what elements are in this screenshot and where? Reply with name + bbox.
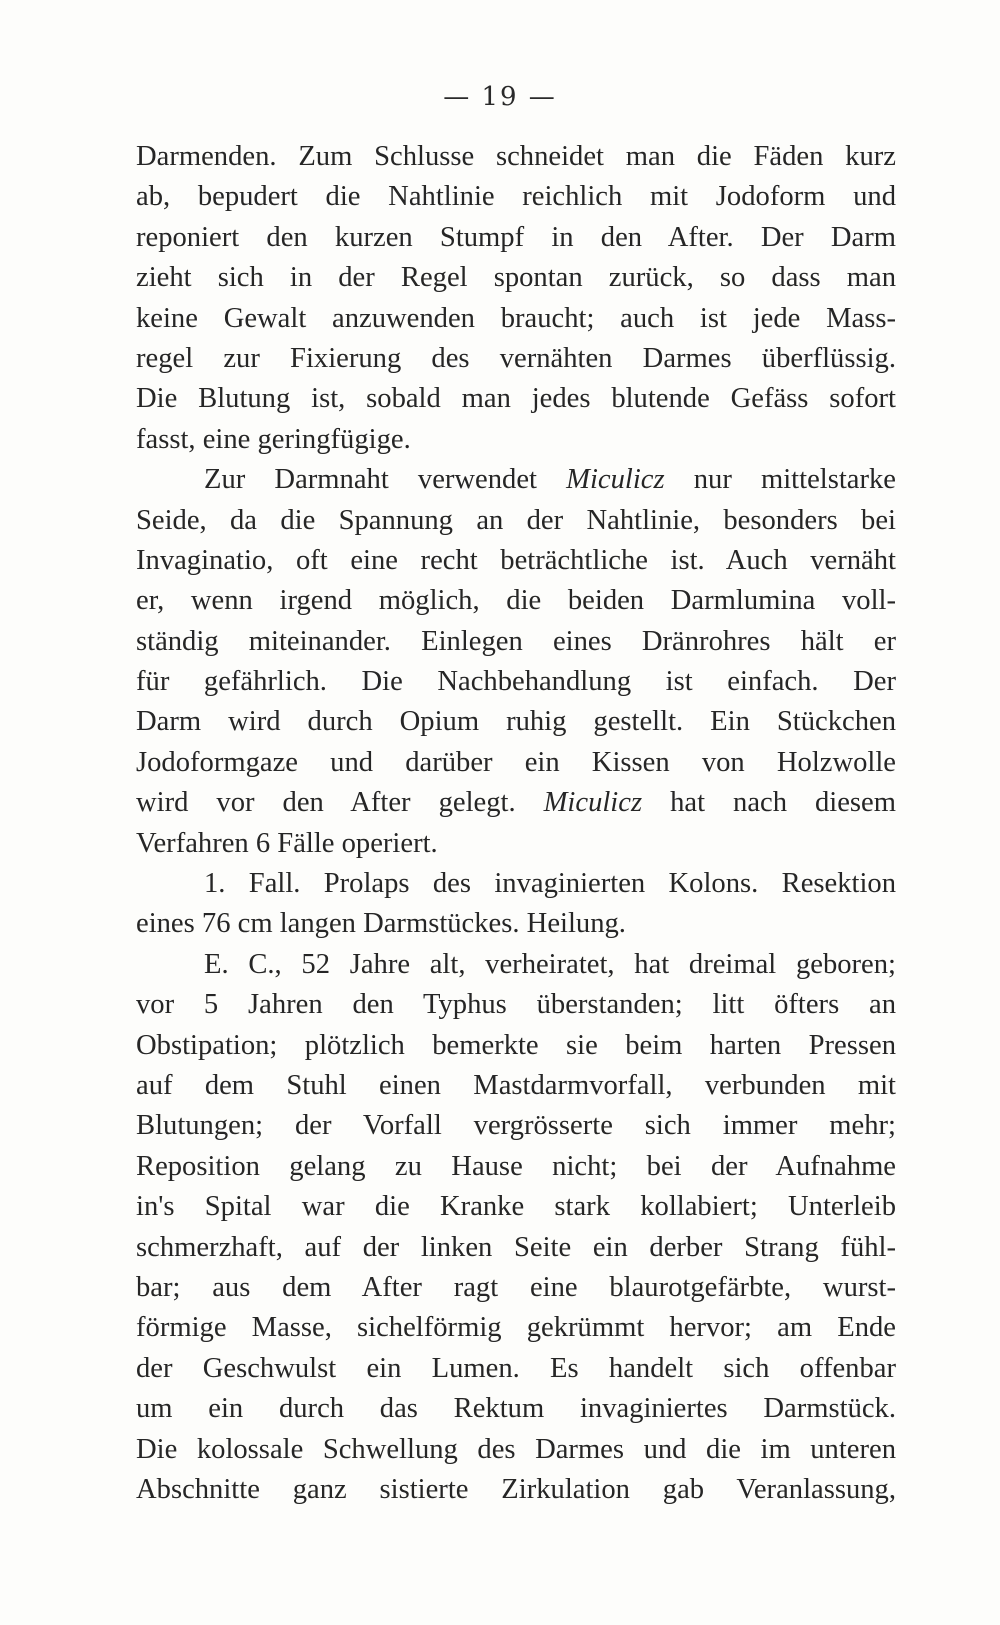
text-line: förmige Masse, sichelförmig gekrümmt hervor; am Ende — [136, 1312, 896, 1344]
text-line: er, wenn irgend möglich, die beiden Darmlumina voll- — [136, 585, 896, 617]
text-line: Obstipation; plötzlich bemerkte sie beim harten Pressen — [136, 1029, 896, 1061]
text-fragment: wird vor den After gelegt. — [136, 787, 544, 819]
text-line: Verfahren 6 Fälle operiert. — [136, 827, 438, 859]
body-text — [136, 137, 896, 1510]
text-line: ab, bepudert die Nahtlinie reichlich mit Jodoform und — [136, 181, 896, 213]
text-line: Die kolossale Schwellung des Darmes und die im unteren — [136, 1433, 896, 1465]
text-line: Reposition gelang zu Hause nicht; bei der Aufnahme — [136, 1150, 896, 1182]
text-line: bar; aus dem After ragt eine blaurotgefärbte, wurst- — [136, 1271, 896, 1303]
text-fragment: nur mittelstarke — [664, 464, 896, 496]
text-line: in's Spital war die Kranke stark kollabiert; Unterleib — [136, 1191, 896, 1223]
text-line: eines 76 cm langen Darmstückes. Heilung. — [136, 908, 626, 940]
text-fragment: hat nach diesem — [642, 787, 896, 819]
author-name-italic: Miculicz — [543, 787, 643, 819]
text-line: zieht sich in der Regel spontan zurück, so dass man — [136, 262, 896, 294]
text-line: auf dem Stuhl einen Mastdarmvorfall, verbunden mit — [136, 1069, 896, 1101]
text-line: fasst, eine geringfügige. — [136, 423, 411, 455]
text-line: Invaginatio, oft eine recht beträchtliche ist. Auch vernäht — [136, 544, 896, 576]
text-line — [136, 460, 896, 500]
text-line: Die Blutung ist, sobald man jedes blutende Gefäss sofort — [136, 383, 896, 415]
text-line: um ein durch das Rektum invaginiertes Darmstück. — [136, 1393, 896, 1425]
author-name-italic: Miculicz — [566, 464, 665, 496]
text-line: Jodoformgaze und darüber ein Kissen von Holzwolle — [136, 746, 896, 778]
text-line: Blutungen; der Vorfall vergrösserte sich immer mehr; — [136, 1110, 896, 1142]
text-line: Abschnitte ganz sistierte Zirkulation gab Veranlassung, — [136, 1473, 896, 1505]
text-line: Seide, da die Spannung an der Nahtlinie, besonders bei — [136, 504, 896, 536]
text-line: für gefährlich. Die Nachbehandlung ist einfach. Der — [136, 666, 896, 698]
text-line: vor 5 Jahren den Typhus überstanden; litt öfters an — [136, 989, 896, 1021]
text-line: der Geschwulst ein Lumen. Es handelt sich offenbar — [136, 1352, 896, 1384]
text-line — [136, 783, 896, 823]
text-line: reponiert den kurzen Stumpf in den After. Der Darm — [136, 221, 896, 253]
text-line: Darm wird durch Opium ruhig gestellt. Ein Stückchen — [136, 706, 896, 738]
text-line: schmerzhaft, auf der linken Seite ein derber Strang fühl- — [136, 1231, 896, 1263]
text-line: E. C., 52 Jahre alt, verheiratet, hat dreimal geboren; — [204, 948, 896, 980]
text-line: Darmenden. Zum Schlusse schneidet man die Fäden kurz — [136, 141, 896, 172]
text-line: regel zur Fixierung des vernähten Darmes überflüssig. — [136, 342, 896, 374]
text-fragment: Zur Darmnaht verwendet — [204, 464, 567, 496]
text-line: 1. Fall. Prolaps des invaginierten Kolons. Resektion — [204, 868, 896, 900]
text-line: ständig miteinander. Einlegen eines Dränrohres hält er — [136, 625, 896, 657]
text-line: keine Gewalt anzuwenden braucht; auch ist jede Mass- — [136, 302, 896, 334]
page-number: — 19 — — [443, 82, 557, 112]
